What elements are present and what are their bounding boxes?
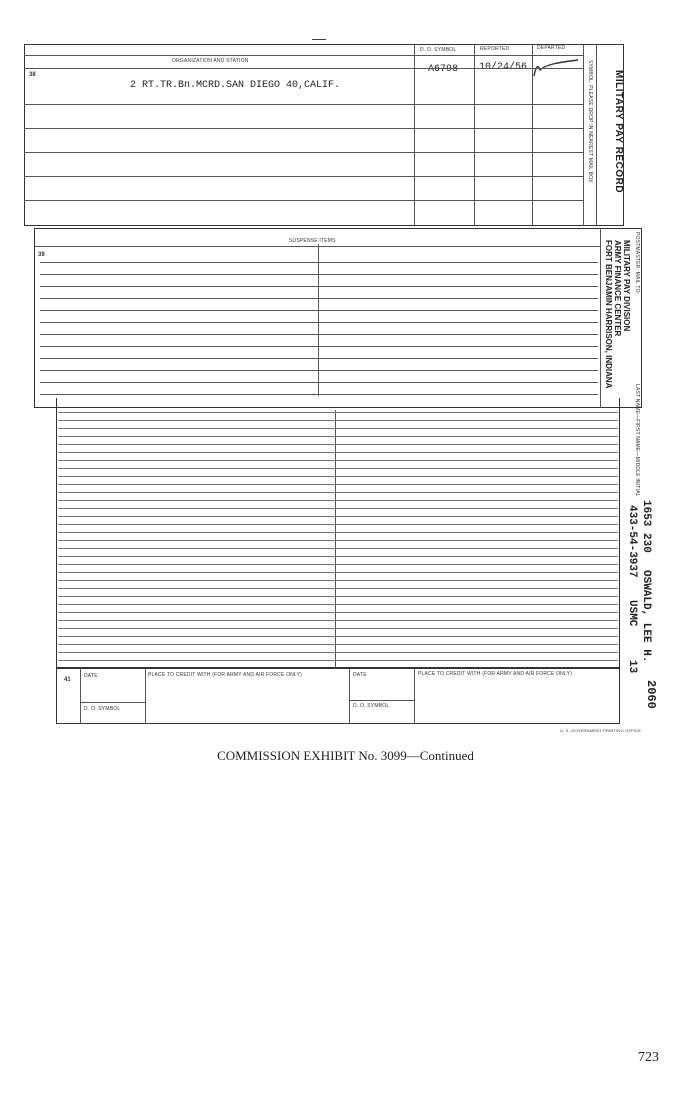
ledger-rule [58,660,618,661]
ledger-rule [58,436,618,437]
ledger-rule [58,636,618,637]
date-label: DATE [84,673,98,679]
ledger-rule [58,500,618,501]
ledger-rule [58,652,618,653]
ledger-rule [58,452,618,453]
ledger-rule [58,564,618,565]
ledger-rule [58,556,618,557]
ledger-rule [58,468,618,469]
address-line-3: FORT BENJAMIN HARRISON, INDIANA [604,240,613,389]
reported-label: REPORTED [480,46,510,52]
org-station-label: ORGANIZATION AND STATION [172,58,249,64]
place-label-2: PLACE TO CREDIT WITH (FOR ARMY AND AIR FORCE ONLY) [418,671,573,677]
do-symbol-label: D. O. SYMBOL [420,47,457,53]
row-number-39: 39 [38,252,45,258]
ledger-rule [58,444,618,445]
ledger-rule [58,532,618,533]
ledger-rule [58,580,618,581]
ledger-rule [58,588,618,589]
ledger-rule [58,476,618,477]
name-caption: LAST NAME—FIRST NAME—MIDDLE INITIAL [634,384,640,497]
ledger-rule [58,420,618,421]
ledger-rule [58,628,618,629]
page-number: 723 [638,1050,659,1065]
ledger-rule [58,516,618,517]
ledger-rule [58,604,618,605]
ledger-rule [58,412,618,413]
do-symbol-value: A6798 [428,64,459,75]
ssn: 433-54-3937 [626,505,638,578]
ledger-rule [58,572,618,573]
ledger-rule [58,620,618,621]
org-station-value: 2 RT.TR.Bn.MCRD.SAN DIEGO 40,CALIF. [130,80,341,91]
do-symbol-label-bottom-2: D. O. SYMBOL [353,703,390,709]
departed-label: DEPARTED [537,45,566,51]
member-name: OSWALD, LEE H. [640,570,652,663]
top-mark: — [312,30,326,46]
ledger-rule [58,428,618,429]
line-13: 13 [626,660,638,674]
row-number-38: 38 [29,72,36,78]
mail-note: SYMBOL: PLEASE DROP IN NEAREST MAIL BOX [587,60,593,183]
ledger-rule [58,508,618,509]
ledger-rule [58,612,618,613]
suspense-items-section [34,228,642,408]
address-line-2: ARMY FINANCE CENTER [613,240,622,337]
branch: USMC [626,600,638,627]
ledger-rule [58,484,618,485]
place-label: PLACE TO CREDIT WITH (FOR ARMY AND AIR FORCE ONLY) [148,672,303,678]
suspense-label: SUSPENSE ITEMS [289,238,336,244]
footer-note: U. S. GOVERNMENT PRINTING OFFICE [560,728,641,733]
ledger-rule [58,548,618,549]
service-number: 1653 230 [640,500,652,553]
ledger-rule [58,460,618,461]
ledger-rule [58,524,618,525]
ledger-rule [58,596,618,597]
do-symbol-label-bottom: D. O. SYMBOL [84,706,121,712]
ledger-rule [58,644,618,645]
ledger-rule [58,492,618,493]
postmaster-label: POSTMASTER: MAIL TO: [634,232,640,295]
date-label-2: DATE [353,672,367,678]
address-line-1: MILITARY PAY DIVISION [622,240,631,332]
ledger-rule [58,540,618,541]
form-title: MILITARY PAY RECORD [613,70,624,194]
row-number-41: 41 [64,677,71,683]
exhibit-caption: COMMISSION EXHIBIT No. 3099—Continued [217,748,474,763]
reported-value: 10/24/56 [479,62,528,73]
form-number: 2060 [644,680,658,709]
